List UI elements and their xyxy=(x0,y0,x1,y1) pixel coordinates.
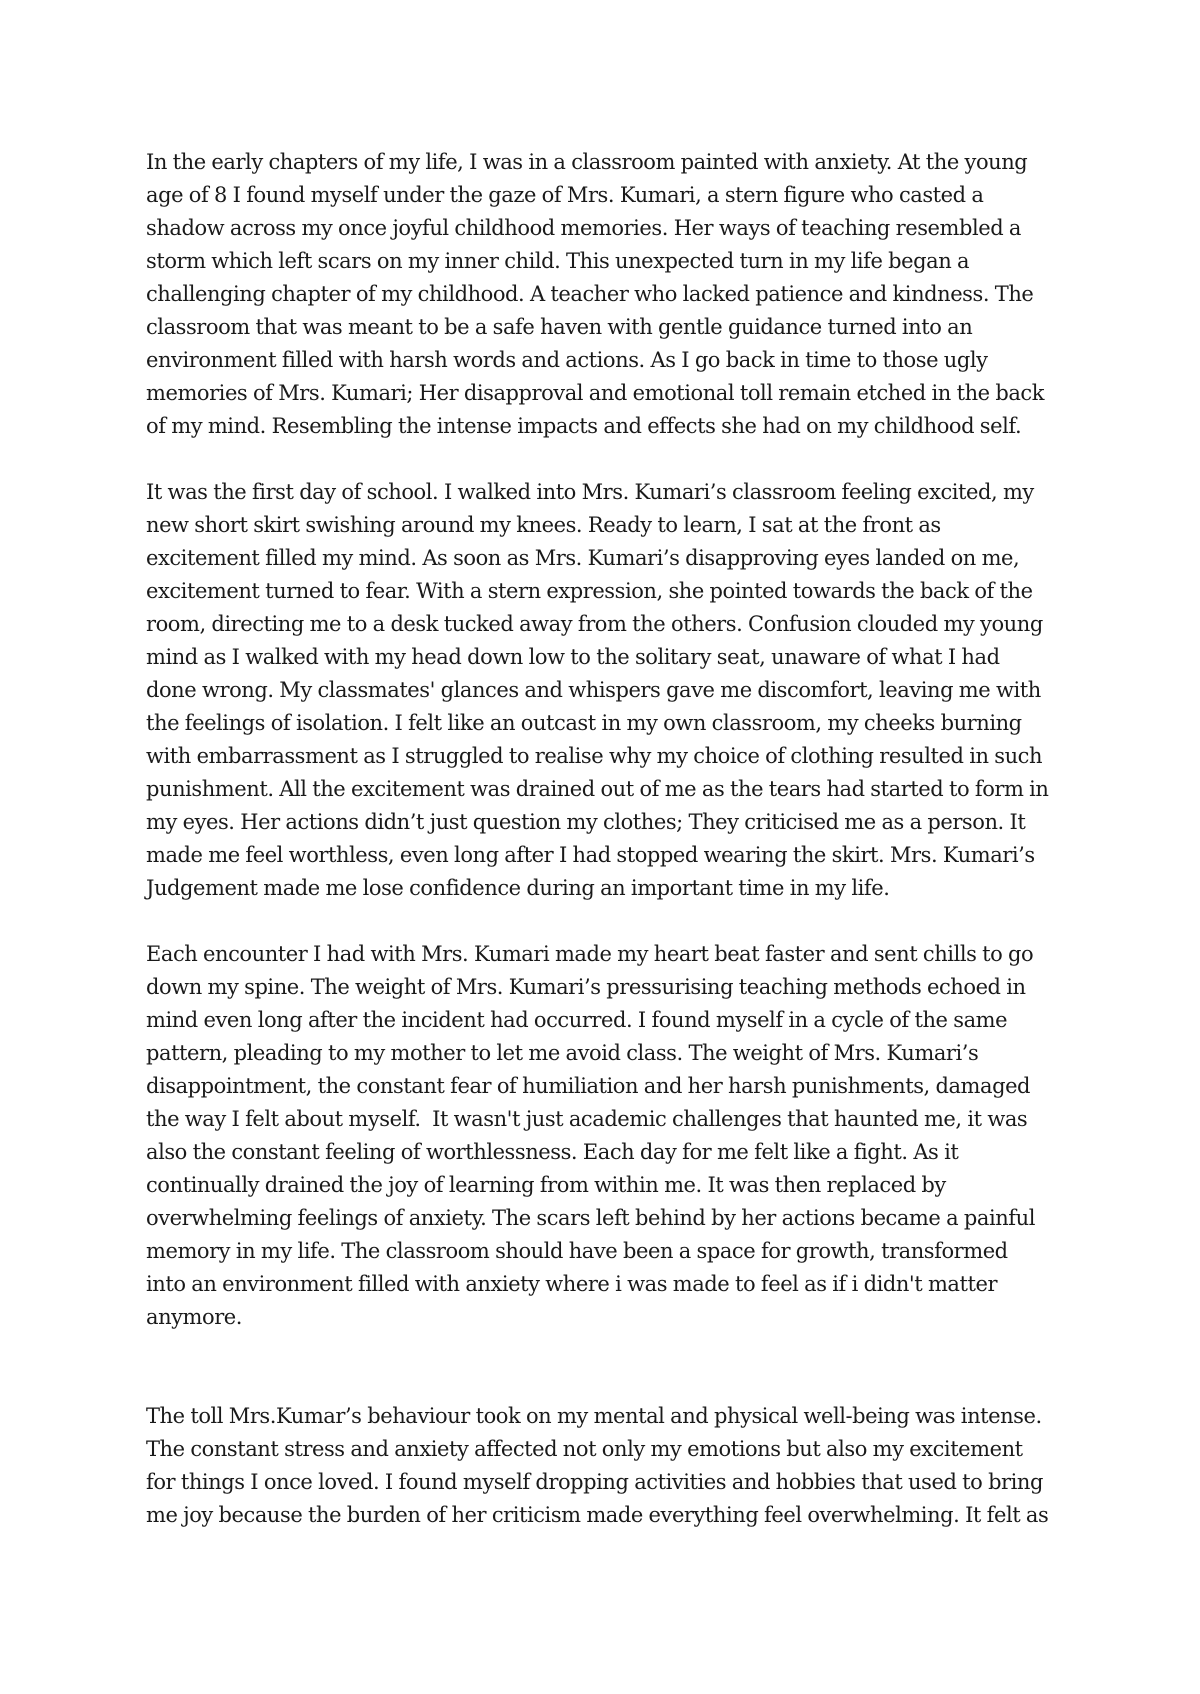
paragraph-1: In the early chapters of my life, I was in a classroom painted with anxiety. At the young age of 8 I found myself under the gaze of Mrs. Kumari, a stern figure who casted a shadow across my once joyful childhood memories. Her ways of teaching resembled a storm which left scars on my inner child. This unexpected turn in my life began a challenging chapter of my childhood. A teacher who lacked patience and kindness. The classroom that was meant to be a safe haven with gentle guidance turned into an environment filled with harsh words and actions. As I go back in time to those ugly memories of Mrs. Kumari; Her disapproval and emotional toll remain etched in the back of my mind. Resembling the intense impacts and effects she had on my childhood self. xyxy=(146,150,1050,438)
paragraph-spacer xyxy=(146,1334,1052,1400)
paragraph-4: The toll Mrs.Kumar’s behaviour took on my mental and physical well-being was intense. The constant stress and anxiety affected not only my emotions but also my excitement for things I once loved. I found myself dropping activities and hobbies that used to bring me joy because the burden of her criticism made everything feel overwhelming. It felt as xyxy=(146,1404,1049,1527)
paragraph-2: It was the first day of school. I walked into Mrs. Kumari’s classroom feeling excited, my new short skirt swishing around my knees. Ready to learn, I sat at the front as excitement filled my mind. As soon as Mrs. Kumari’s disapproving eyes landed on me, excitement turned to fear. With a stern expression, she pointed towards the back of the room, directing me to a desk tucked away from the others. Confusion clouded my young mind as I walked with my head down low to the solitary seat, unaware of what I had done wrong. My classmates' glances and whispers gave me discomfort, leaving me with the feelings of isolation. I felt like an outcast in my own classroom, my cheeks burning with embarrassment as I struggled to realise why my choice of clothing resulted in such punishment. All the excitement was drained out of me as the tears had started to form in my eyes. Her actions didn’t just question my clothes; They criticised me as a person. It made me feel worthless, even long after I had stopped wearing the skirt. Mrs. Kumari’s Judgement made me lose confidence during an important time in my life. xyxy=(146,480,1055,900)
paragraph-spacer xyxy=(146,905,1052,938)
paragraph-3: Each encounter I had with Mrs. Kumari made my heart beat faster and sent chills to go down my spine. The weight of Mrs. Kumari’s pressurising teaching methods echoed in mind even long after the incident had occurred. I found myself in a cycle of the same pattern, pleading to my mother to let me avoid class. The weight of Mrs. Kumari’s disappointment, the constant fear of humiliation and her harsh punishments, damaged the way I felt about myself. It wasn't just academic challenges that haunted me, it was also the constant feeling of worthlessness. Each day for me felt like a fight. As it continually drained the joy of learning from within me. It was then replaced by overwhelming feelings of anxiety. The scars left behind by her actions became a painful memory in my life. The classroom should have been a space for growth, transformed into an environment filled with anxiety where i was made to feel as if i didn't matter anymore. xyxy=(146,942,1041,1329)
document-body xyxy=(146,146,1055,1532)
paragraph-spacer xyxy=(146,443,1052,476)
